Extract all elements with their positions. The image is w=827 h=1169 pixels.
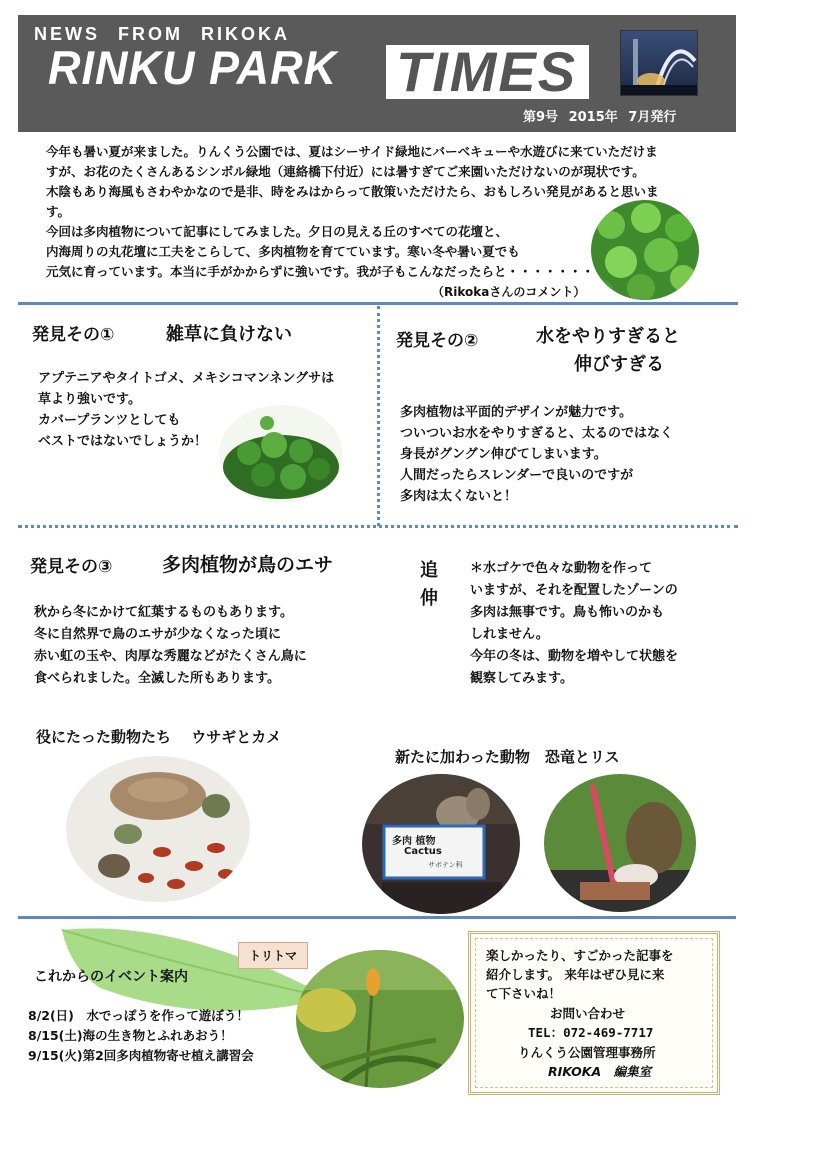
event-item-3: 9/15(火)第2回多肉植物寄せ植え講習会: [28, 1048, 254, 1063]
discovery2-line-5: 多肉は太くないと！: [400, 489, 518, 504]
postscript-line-2: いますが、それを配置したゾーンの: [470, 583, 678, 598]
section-divider: [18, 302, 738, 305]
discovery1-line-2: 草より強いです。: [38, 392, 141, 407]
caption-new-animals: 新たに加わった動物 恐竜とリス: [395, 748, 620, 766]
squirrel-sign-photo: [362, 774, 520, 914]
masthead-title: RINKU PARK: [48, 40, 338, 95]
discovery2-line-4: 人間だったらスレンダーで良いのですが: [400, 468, 634, 483]
postscript-label-2: 伸: [420, 588, 438, 609]
contact-tel: TEL：072-469-7717: [528, 1025, 654, 1040]
caption-useful-animals: 役にたった動物たち ウサギとカメ: [36, 728, 282, 746]
sign-text-1: 多肉 植物: [392, 836, 436, 847]
dinosaur-photo: [544, 774, 696, 912]
postscript-line-3: 多肉は無事です。鳥も怖いのかも: [470, 605, 664, 620]
event-item-1: 8/2(日) 水でっぽうを作って遊ぼう！: [28, 1008, 249, 1023]
intro-line-4: す。: [46, 204, 71, 219]
postscript-label-1: 追: [420, 560, 438, 581]
contact-line-2: 紹介します。 来年はぜひ見に来: [486, 967, 665, 982]
discovery3-heading: 多肉植物が鳥のエサ: [162, 554, 334, 576]
section-divider-bottom: [18, 916, 736, 919]
torch-lily-photo: [296, 950, 464, 1088]
discovery1-line-1: アプテニアやタイトゴメ、メキシコマンネングサは: [38, 371, 335, 386]
section-divider-dotted: [18, 525, 738, 528]
discovery3-label: 発見その③: [30, 557, 113, 577]
discovery2-heading-1: 水をやりすぎると: [536, 326, 680, 347]
contact-line-1: 楽しかったり、すごかった記事を: [486, 948, 674, 963]
discovery3-line-2: 冬に自然界で鳥のエサが少なくなった頃に: [34, 627, 282, 642]
torch-lily-tag: トリトマ: [238, 942, 308, 969]
intro-line-6: 内海周りの丸花壇に工夫をこらして、多肉植物を育てています。寒い冬や暑い夏でも: [46, 244, 520, 259]
succulent-photo-intro: [591, 200, 699, 300]
succulent-photo-1: [219, 405, 343, 503]
postscript-line-5: 今年の冬は、動物を増やして状態を: [470, 649, 679, 664]
discovery1-line-3: カバープランツとしても: [38, 413, 181, 428]
discovery2-line-2: ついついお水をやりすぎると、太るのではなく: [400, 426, 674, 441]
postscript-line-1: ＊水ゴケで色々な動物を作って: [470, 561, 653, 576]
sign-text-2: Cactus: [404, 846, 442, 857]
contact-line-3: て下さいね！: [486, 986, 562, 1001]
intro-line-7: 元気に育っています。本当に手がかからずに強いです。我が子もこんなだったらと・・・・・・・: [46, 264, 595, 279]
discovery1-heading: 雑草に負けない: [166, 324, 292, 345]
intro-line-3: 木陰もあり海風もさわやかなので是非、時をみはからって散策いただけたら、おもしろい発見があると思いま: [46, 184, 659, 199]
discovery3-line-1: 秋から冬にかけて紅葉するものもあります。: [34, 605, 293, 620]
discovery2-heading-2: 伸びすぎる: [574, 354, 664, 375]
intro-line-2: すが、お花のたくさんあるシンボル緑地（連絡橋下付近）には暑すぎてご来園いただけないのが現状です。: [46, 164, 645, 179]
contact-editor: RIKOKA 編集室: [548, 1064, 652, 1079]
intro-line-5: 今回は多肉植物について記事にしてみました。夕日の見える丘のすべての花壇と、: [46, 224, 509, 239]
discovery2-line-3: 身長がグングン伸びてしまいます。: [400, 447, 607, 462]
discovery2-label: 発見その②: [396, 331, 479, 351]
masthead-times: TIMES: [386, 45, 589, 99]
discovery3-line-3: 赤い虹の玉や、肉厚な秀麗などがたくさん鳥に: [34, 649, 307, 664]
issue-info: 第9号 2015年 7月発行: [523, 110, 677, 125]
column-divider: [377, 306, 380, 526]
discovery1-line-4: ベストではないでしょうか！: [38, 434, 208, 449]
rabbit-turtle-photo: [66, 756, 250, 902]
intro-signature: （Rikokaさんのコメント）: [432, 285, 586, 299]
postscript-line-4: しれません。: [470, 627, 549, 642]
sign-text-3: サボテン科: [428, 861, 463, 869]
event-item-2: 8/15(土)海の生き物とふれあおう！: [28, 1028, 233, 1043]
discovery1-label: 発見その①: [32, 325, 115, 345]
masthead-photo: [620, 30, 698, 96]
discovery3-line-4: 食べられました。全滅した所もあります。: [34, 671, 280, 686]
contact-inquiry: お問い合わせ: [550, 1006, 626, 1021]
contact-office: りんくう公園管理事務所: [518, 1045, 656, 1060]
events-heading: これからのイベント案内: [34, 969, 188, 985]
masthead-kicker: NEWS FROM RIKOKA: [34, 24, 290, 44]
postscript-line-6: 観察してみます。: [470, 671, 573, 686]
intro-line-1: 今年も暑い夏が来ました。りんくう公園では、夏はシーサイド緑地にバーベキューや水遊びに来ていただけま: [46, 144, 658, 159]
discovery2-line-1: 多肉植物は平面的デザインが魅力です。: [400, 405, 633, 420]
